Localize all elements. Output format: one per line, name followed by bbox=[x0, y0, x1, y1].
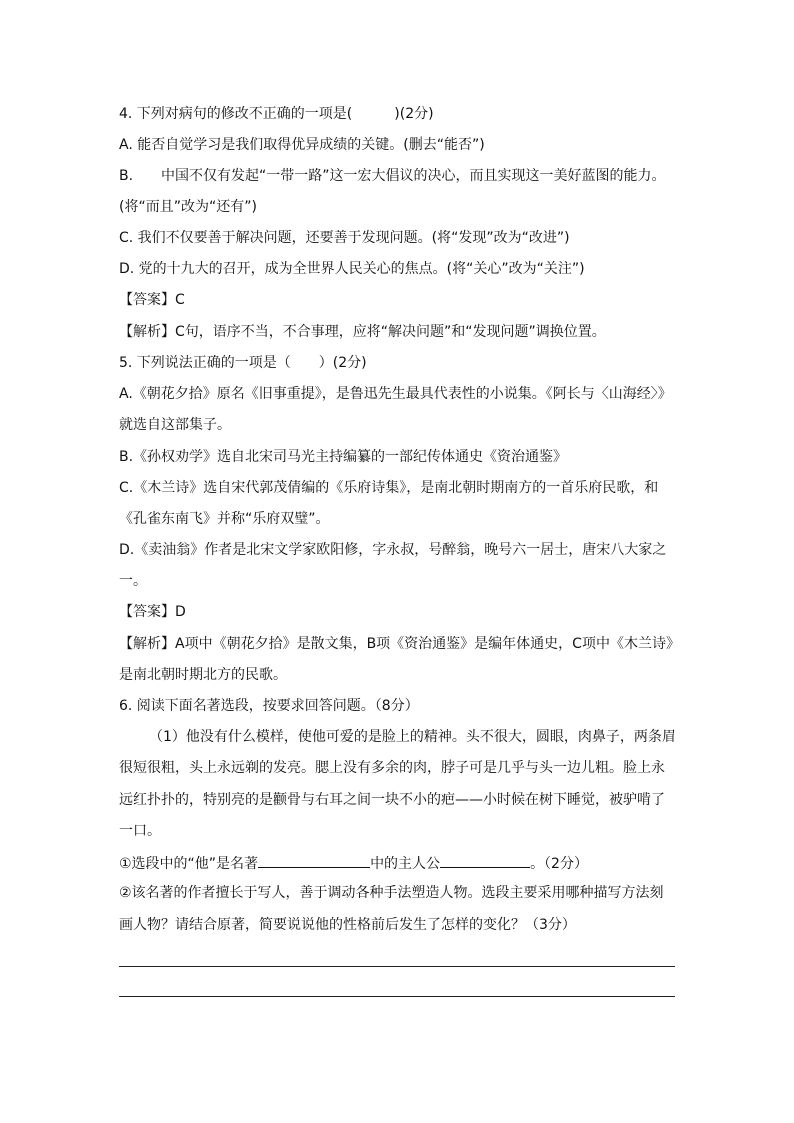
q4-stem: 4. 下列对病句的修改不正确的一项是( )(2分) bbox=[119, 106, 434, 122]
q5-option-d-line1: D.《卖油翁》作者是北宋文学家欧阳修，字永叔，号醉翁，晚号六一居士，唐宋八大家之 bbox=[119, 542, 667, 558]
q4-option-c: C. 我们不仅要善于解决问题，还要善于发现问题。(将“发现”改为“改进”) bbox=[119, 230, 570, 246]
q5-analysis-line2: 是南北朝时期北方的民歌。 bbox=[119, 667, 287, 683]
q4-option-b-line2: (将“而且”改为“还有”) bbox=[119, 199, 257, 215]
q5-option-c-line2: 《孔雀东南飞》并称“乐府双璧”。 bbox=[119, 511, 330, 527]
q4-option-b-line1: B. 中国不仅有发起“一带一路”这一宏大倡议的决心，而且实现这一美好蓝图的能力。 bbox=[119, 168, 666, 184]
q6-subquestion-2-line2: 画人物？请结合原著，简要说说他的性格前后发生了怎样的变化？（3分） bbox=[119, 917, 576, 933]
q5-option-a-line1: A.《朝花夕拾》原名《旧事重提》，是鲁迅先生最具代表性的小说集。《阿长与〈山海经〉》 bbox=[119, 386, 672, 402]
sub1-text-c: 。（2分） bbox=[530, 856, 588, 872]
q4-option-d: D. 党的十九大的召开，成为全世界人民关心的焦点。(将“关心”改为“关注”) bbox=[119, 261, 585, 277]
q4-option-a: A. 能否自觉学习是我们取得优异成绩的关键。(删去“能否”) bbox=[119, 137, 485, 153]
q5-option-c-line1: C.《木兰诗》选自宋代郭茂倩编的《乐府诗集》，是南北朝时期南方的一首乐府民歌，和 bbox=[119, 480, 659, 496]
q5-stem: 5. 下列说法正确的一项是（ ）(2分) bbox=[119, 355, 367, 371]
q6-subquestion-1 bbox=[119, 853, 679, 873]
answer-line-2[interactable] bbox=[119, 996, 675, 997]
answer-line-1[interactable] bbox=[119, 966, 675, 967]
q4-analysis: 【解析】C句，语序不当，不合事理，应将“解决问题”和“发现问题”调换位置。 bbox=[119, 324, 606, 340]
book-title-blank[interactable] bbox=[258, 853, 370, 868]
q5-option-b: B.《孙权劝学》选自北宋司马光主持编纂的一部纪传体通史《资治通鉴》 bbox=[119, 449, 568, 465]
q6-passage-line1: （1）他没有什么模样，使他可爱的是脸上的精神。头不很大，圆眼，肉鼻子，两条眉 bbox=[149, 729, 676, 745]
q6-passage-line4: 一口。 bbox=[119, 823, 161, 839]
q5-analysis-line1: 【解析】A项中《朝花夕拾》是散文集，B项《资治通鉴》是编年体通史，C项中《木兰诗》 bbox=[119, 636, 680, 652]
q6-subquestion-2-line1: ②该名著的作者擅长于写人，善于调动各种手法塑造人物。选段主要采用哪种描写方法刻 bbox=[119, 885, 664, 901]
sub1-text-b: 中的主人公 bbox=[370, 856, 441, 872]
q5-option-d-line2: 一。 bbox=[119, 573, 147, 589]
q6-stem: 6. 阅读下面名著选段，按要求回答问题。（8分） bbox=[119, 698, 419, 714]
q4-answer: 【答案】C bbox=[119, 292, 185, 308]
protagonist-blank[interactable] bbox=[440, 853, 530, 868]
q5-answer: 【答案】D bbox=[119, 604, 186, 620]
sub1-text-a: ①选段中的“他”是名著 bbox=[119, 856, 259, 872]
q5-option-a-line2: 就选自这部集子。 bbox=[119, 417, 231, 433]
q6-passage-line2: 很短很粗，头上永远剃的发亮。腮上没有多余的肉，脖子可是几乎与头一边儿粗。脸上永 bbox=[119, 760, 665, 776]
q6-passage-line3: 远红扑扑的，特别亮的是颧骨与右耳之间一块不小的疤——小时候在树下睡觉，被驴啃了 bbox=[119, 792, 665, 808]
